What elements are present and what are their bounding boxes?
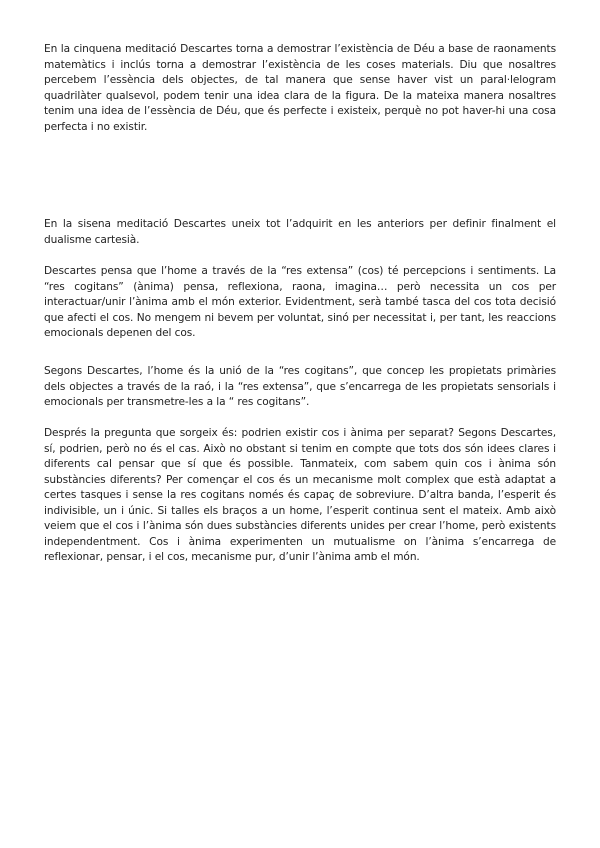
paragraph-fifth-meditation: En la cinquena meditació Descartes torna a demostrar l’existència de Déu a base de raonaments matemàtics i inclús torna a demostrar l’existència de les coses materials. Diu que nosaltres percebem l’essència dels objectes, de tal manera que sense haver vist un paral·lelogram quadrilàter qualsevol, podem tenir una idea clara de la figura. De la mateixa manera nosaltres tenim una idea de l’essència de Déu, que és perfecte i existeix, perquè no pot haver-hi una cosa perfecta i no existir. [44, 43, 556, 133]
paragraph-union: Segons Descartes, l’home és la unió de la “res cogitans”, que concep les propietats primàries dels objectes a través de la raó, i la “res extensa”, que s’encarrega de les propietats sensorials i emocionals per transmetre-les a la “ res cogitans”. [44, 365, 556, 408]
paragraph-separation-question: Després la pregunta que sorgeix és: podrien existir cos i ànima per separat? Segons Descartes, sí, podrien, però no és el cas. Això no obstant si tenim en compte que tots dos són idees clares i diferents cal pensar que sí que és possible. Tanmateix, com sabem quin cos i ànima són substàncies diferents? Per començar el cos és un mecanisme molt complex que està adaptat a certes tasques i sense la res cogitans només és capaç de sobreviure. D’altra banda, l’esperit és indivisible, un i únic. Si talles els braços a un home, l’esperit continua sent el mateix. Amb això veiem que el cos i l’ànima són dues substàncies diferents unides per crear l’home, però existents independentment. Cos i ànima experimenten un mutualisme on l’ànima s’encarrega de reflexionar, pensar, i el cos, mecanisme pur, d’unir l’ànima amb el món. [44, 427, 556, 563]
paragraph-sixth-meditation: En la sisena meditació Descartes uneix tot l’adquirit en les anteriors per definir finalment el dualisme cartesià. [44, 218, 556, 246]
paragraph-res-extensa: Descartes pensa que l’home a través de la “res extensa” (cos) té percepcions i sentiments. La “res cogitans” (ànima) pensa, reflexiona, raona, imagina… però necessita un cos per interactuar/unir l’ànima amb el món exterior. Evidentment, serà també tasca del cos tota decisió que afecti el cos. No mengem ni bevem per voluntat, sinó per necessitat i, per tant, les reaccions emocionals depenen del cos. [44, 265, 556, 339]
